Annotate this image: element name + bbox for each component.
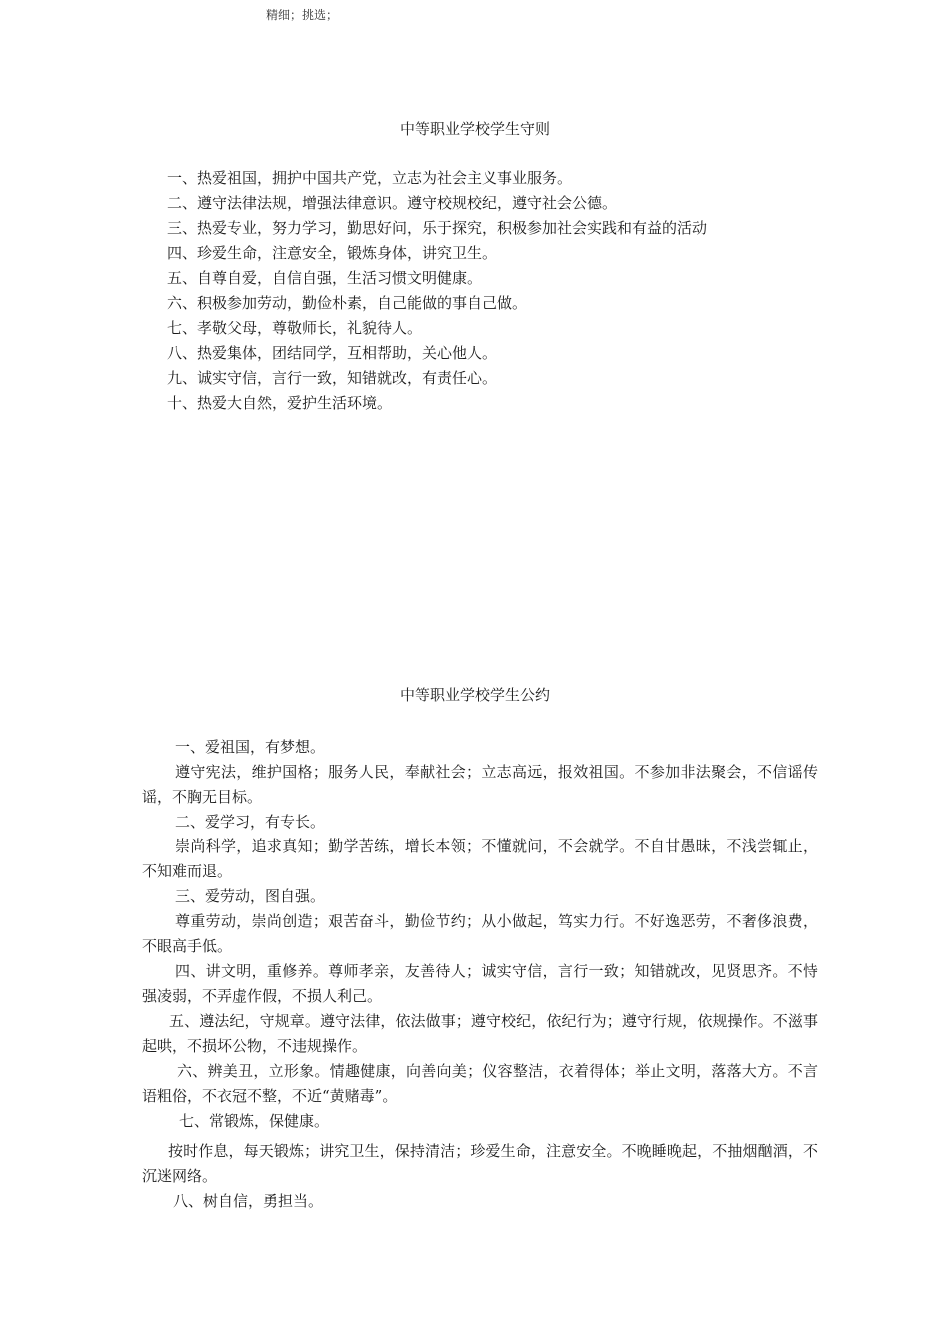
convention-heading: 二、爱学习，有专长。: [175, 813, 326, 831]
convention-paragraph: 遵守宪法，维护国格；服务人民，奉献社会；立志高远，报效祖国。不参加非法聚会，不信谣传谣，不胸无目标。: [142, 763, 818, 806]
rule-item: 四、珍爱生命，注意安全，锻炼身体，讲究卫生。: [167, 244, 498, 262]
convention-paragraph: 尊重劳动，崇尚创造；艰苦奋斗，勤俭节约；从小做起，笃实力行。不好逸恶劳，不奢侈浪费，不眼高手低。: [142, 912, 818, 955]
convention-heading: 七、常锻炼，保健康。: [179, 1112, 330, 1130]
rule-item: 三、热爱专业，努力学习，勤思好问，乐于探究，积极参加社会实践和有益的活动: [167, 219, 708, 237]
convention-paragraph: 五、遵法纪，守规章。遵守法律，依法做事；遵守校纪，依纪行为；遵守行规，依规操作。不滋事起哄，不损坏公物，不违规操作。: [142, 1012, 818, 1055]
convention-paragraph: 崇尚科学，追求真知；勤学苦练，增长本领；不懂就问，不会就学。不自甘愚昧，不浅尝辄止，不知难而退。: [142, 837, 818, 880]
convention-paragraph: 四、讲文明，重修养。尊师孝亲，友善待人；诚实守信，言行一致；知错就改，见贤思齐。不恃强凌弱，不弄虚作假，不损人利己。: [142, 962, 818, 1005]
rule-item: 七、孝敬父母，尊敬师长，礼貌待人。: [167, 319, 423, 337]
rule-item: 五、自尊自爱，自信自强，生活习惯文明健康。: [167, 269, 483, 287]
rule-item: 九、诚实守信，言行一致，知错就改，有责任心。: [167, 369, 498, 387]
rule-item: 二、遵守法律法规，增强法律意识。遵守校规校纪，遵守社会公德。: [167, 194, 618, 212]
convention-heading: 八、树自信，勇担当。: [173, 1192, 324, 1210]
rule-item: 六、积极参加劳动，勤俭朴素，自己能做的事自己做。: [167, 294, 528, 312]
rule-item: 十、热爱大自然，爱护生活环境。: [167, 394, 393, 412]
rules-title: 中等职业学校学生守则: [399, 120, 550, 138]
convention-paragraph: 六、辨美丑，立形象。情趣健康，向善向美；仪容整洁，衣着得体；举止文明，落落大方。不言语粗俗，不衣冠不整，不近“黄赌毒”。: [142, 1062, 818, 1105]
rules-list: [167, 166, 707, 416]
rule-item: 八、热爱集体，团结同学，互相帮助，关心他人。: [167, 344, 498, 362]
convention-paragraph: 按时作息，每天锻炼；讲究卫生，保持清洁；珍爱生命，注意安全。不晚睡晚起，不抽烟酗酒，不沉迷网络。: [142, 1142, 818, 1185]
convention-title: 中等职业学校学生公约: [399, 686, 550, 704]
header-note: 精细；挑选；: [266, 8, 339, 22]
rule-item: 一、热爱祖国，拥护中国共产党，立志为社会主义事业服务。: [167, 169, 573, 187]
convention-heading: 三、爱劳动，图自强。: [175, 887, 326, 905]
convention-heading: 一、爱祖国，有梦想。: [175, 738, 326, 756]
